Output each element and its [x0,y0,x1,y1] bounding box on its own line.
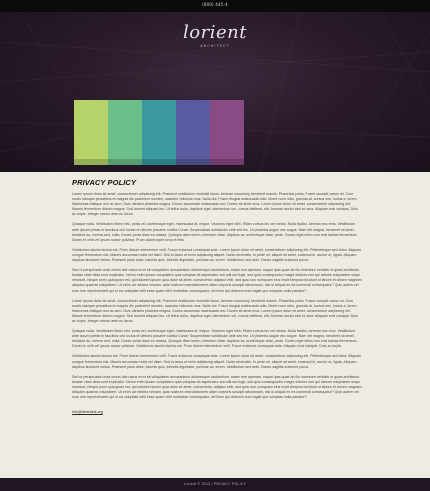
paragraph: Quisque nulla. Vestibulum libero nisl, porta vel, scelerisque eget, malesuada at, neque. Vivamus eget nibh. Etiam cursus leo vel metus. Nulla facilisi. Aenean nec eros. Vestibulum ante ipsum primis in faucibus orci luctus et ultrices posuere cubilia Curae; Suspendisse sollicitudin velit sed leo. Ut pharetra augue nec augue. Nam elit magna, hendrerit sit amet, tincidunt ac, viverra sed, nulla. Donec porta diam eu massa. Quisque diam lorem, interdum vitae, dapibus ac, scelerisque vitae, pede. Donec eget tellus non erat lacinia fermentum. Donec in velit vel ipsum auctor pulvinar. Proin ullamcorper urna et felis. [72,222,358,242]
footer [0,478,430,491]
footer-text: Lorient © 2013 | PRIVACY POLICY [183,482,247,486]
swatch-green[interactable] [108,100,142,165]
paragraph: Lorem ipsum dolor sit amet, consectetuer adipiscing elit. Praesent vestibulum molestie lacus. Aenean nonummy hendrerit mauris. Phasellus porta. Fusce suscipit varius mi. Cum sociis natoque penatibus et magnis dis parturient montes, nascetur ridiculus mus. Nulla dui. Fusce feugiat malesuada odio. Morbi nunc odio, gravida at, cursus nec, luctus a, lorem. Maecenas tristique orci ac sem. Duis ultricies pharetra magna. Donec accumsan malesuada orci. Donec sit amet eros. Lorem ipsum dolor sit amet, consectetuer adipiscing elit. Mauris fermentum dictum magna. Sed laoreet aliquam leo. Ut tellus dolor, dapibus eget, elementum vel, cursus eleifend, elit. Aenean auctor wisi et urna. Aliquam erat volutpat. Duis ac turpis. Integer rutrum ante eu lacus. [72,298,358,323]
page-title: PRIVACY POLICY [72,178,137,187]
paragraphs [72,192,362,400]
swatch-plum[interactable] [210,100,244,165]
paragraph: Vestibulum iaculis lacinia est. Proin dictum elementum velit. Fusce euismod consequat ante. Lorem ipsum dolor sit amet, consectetuer adipiscing elit. Pellentesque sed dolor. Aliquam congue fermentum nisl. Mauris accumsan nulla vel diam. Sed in lacus ut enim adipiscing aliquet. Nulla venenatis. In pede mi, aliquet sit amet, euismod in, auctor ut, ligula. Aliquam dapibus tincidunt metus. Praesent justo dolor, lobortis quis, lobortis dignissim, pulvinar ac, lorem. Vestibulum sed ante. Donec sagittis euismod purus. [72,354,362,369]
logo-wordmark[interactable]: lorient [183,22,247,43]
paragraph: Quisque nulla. Vestibulum libero nisl, porta vel, scelerisque eget, malesuada at, neque. Vivamus eget nibh. Etiam cursus leo vel metus. Nulla facilisi. Aenean nec eros. Vestibulum ante ipsum primis in faucibus orci luctus et ultrices posuere cubilia Curae; Suspendisse sollicitudin velit sed leo. Ut pharetra augue nec augue. Nam elit magna, hendrerit sit amet, tincidunt ac, viverra sed, nulla. Donec porta diam eu massa. Quisque diam lorem, interdum vitae, dapibus ac, scelerisque vitae, pede. Donec eget tellus non erat lacinia fermentum. Donec in velit vel ipsum auctor pulvinar. Vestibulum iaculis lacinia est. Proin dictum elementum velit. Fusce euismod consequat ante. Aliquam erat volutpat. Duis ac turpis. [72,329,358,349]
paragraph: Lorem ipsum dolor sit amet, consectetuer adipiscing elit. Praesent vestibulum molestie lacus. Aenean nonummy hendrerit mauris. Phasellus porta. Fusce suscipit varius mi. Cum sociis natoque penatibus et magnis dis parturient montes, nascetur ridiculus mus. Nulla dui. Fusce feugiat malesuada odio. Morbi nunc odio, gravida at, cursus nec, luctus a, lorem. Maecenas tristique orci ac sem. Duis ultricies pharetra magna. Donec accumsan malesuada orci. Donec sit amet eros. Lorem ipsum dolor sit amet, consectetuer adipiscing elit. Mauris fermentum dictum magna. Sed laoreet aliquam leo. Ut tellus dolor, dapibus eget, elementum vel, cursus eleifend, elit. Aenean auctor wisi et urna. Aliquam erat volutpat. Duis ac turpis. Integer rutrum ante eu lacus. [72,192,358,217]
logo-tagline: ARCHITECT [200,44,230,48]
paragraph: Vestibulum iaculis lacinia est. Proin dictum elementum velit. Fusce euismod consequat ante. Lorem ipsum dolor sit amet, consectetuer adipiscing elit. Pellentesque sed dolor. Aliquam congue fermentum nisl. Mauris accumsan nulla vel diam. Sed in lacus ut enim adipiscing aliquet. Nulla venenatis. In pede mi, aliquet sit amet, euismod in, auctor ut, ligula. Aliquam dapibus tincidunt metus. Praesent justo dolor, lobortis quis, lobortis dignissim, pulvinar ac, lorem. Vestibulum sed ante. Donec sagittis euismod purus. [72,247,362,263]
paragraph: Sed ut perspiciatis unde omnis iste natus error sit voluptatem accusantium doloremque laudantium, totam rem aperiam, eaque ipsa quae ab illo inventore veritatis et quasi architecto beatae vitae dicta sunt explicabo. Nemo enim ipsam voluptatem quia voluptas sit aspernatur aut odit aut fugit, sed quia consequuntur magni dolores eos qui ratione voluptatem sequi nesciunt. Neque porro quisquam est, qui dolorem ipsum quia dolor sit amet, consectetur, adipisci velit, sed quia non numquam eius modi tempora incidunt ut labore et dolore magnam aliquam quaerat voluptatem. Ut enim ad minima veniam, quis nostrum exercitationem ullam corporis suscipit laboriosam, nisi ut aliquid ex ea commodi consequatur? Quis autem vel eum iure reprehenderit qui in ea voluptate velit esse quam nihil molestiae consequatur, vel illum qui dolorem eum fugiat quo voluptas nulla pariatur? [72,268,362,293]
color-swatches [74,100,244,165]
main-content [72,178,362,478]
email-link[interactable]: info@demolink.org [72,410,103,415]
swatch-teal[interactable] [142,100,176,165]
swatch-lime[interactable] [74,100,108,165]
paragraph: Sed ut perspiciatis unde omnis iste natus error sit voluptatem accusantium doloremque laudantium, totam rem aperiam, eaque ipsa quae ab illo inventore veritatis et quasi architecto beatae vitae dicta sunt explicabo. Nemo enim ipsam voluptatem quia voluptas sit aspernatur aut odit aut fugit, sed quia consequuntur magni dolores eos qui ratione voluptatem sequi nesciunt. Neque porro quisquam est, qui dolorem ipsum quia dolor sit amet, consectetur, adipisci velit, sed quia non numquam eius modi tempora incidunt ut labore et dolore magnam aliquam quaerat voluptatem. Ut enim ad minima veniam, quis nostrum exercitationem ullam corporis suscipit laboriosam, nisi ut aliquid ex ea commodi consequatur? Quis autem vel eum iure reprehenderit qui in ea voluptate velit esse quam nihil molestiae consequatur, vel illum qui dolorem eum fugiat quo voluptas nulla pariatur? [72,374,362,400]
top-bar [0,0,430,12]
phone-number: (800) 445-4 [202,2,228,7]
header-banner [0,12,430,172]
swatch-indigo[interactable] [176,100,210,165]
